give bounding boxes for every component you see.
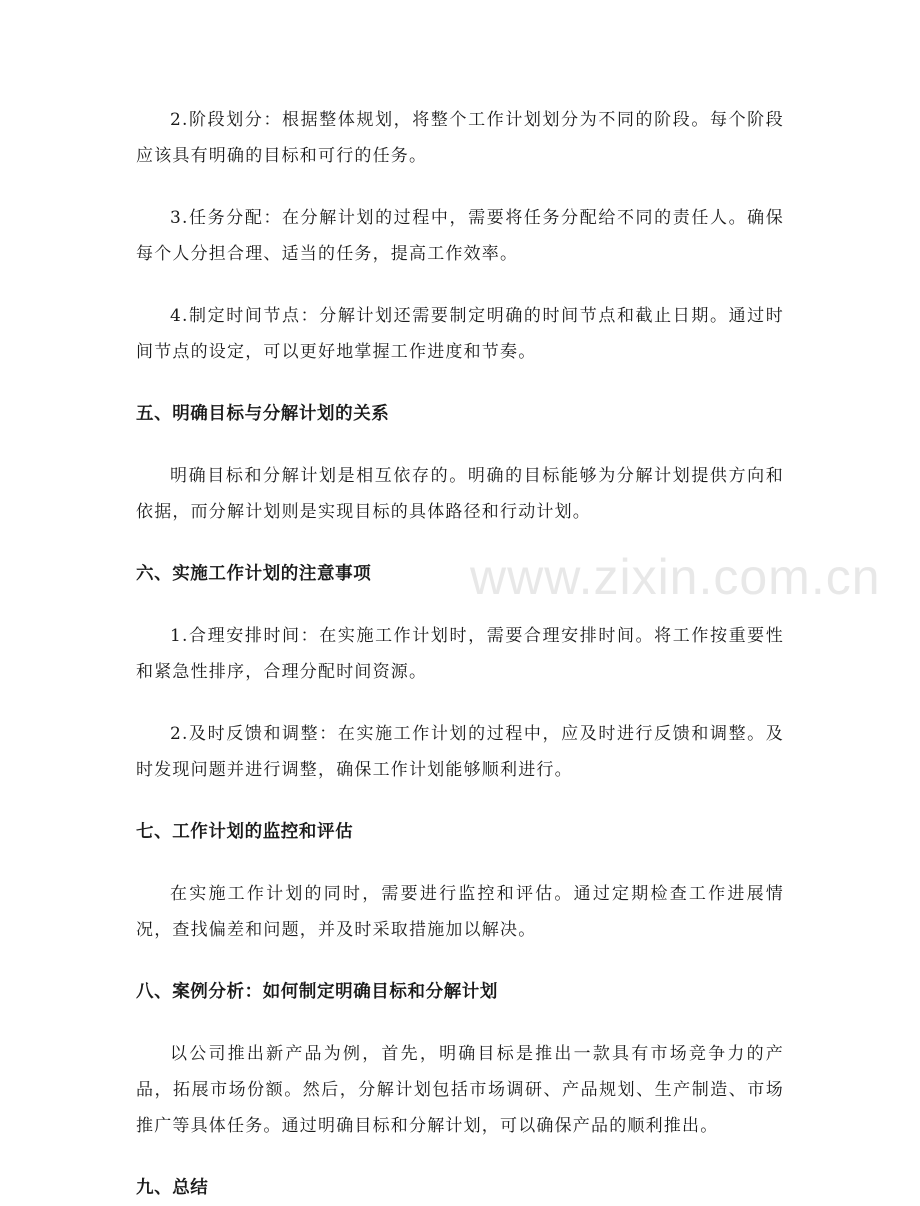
section-heading-5: 五、明确目标与分解计划的关系 bbox=[136, 404, 390, 424]
paragraph-task-assignment: 3.任务分配：在分解计划的过程中，需要将任务分配给不同的责任人。确保每个人分担合理、适当的任务，提高工作效率。 bbox=[136, 208, 784, 264]
watermark-text: www.zixin.com.cn bbox=[470, 549, 881, 605]
paragraph-feedback-adjust: 2.及时反馈和调整：在实施工作计划的过程中，应及时进行反馈和调整。及时发现问题并进行调整，确保工作计划能够顺利进行。 bbox=[136, 724, 784, 780]
paragraph-monitor-evaluate: 在实施工作计划的同时，需要进行监控和评估。通过定期检查工作进展情况，查找偏差和问题，并及时采取措施加以解决。 bbox=[136, 884, 784, 940]
section-heading-9: 九、总结 bbox=[136, 1178, 209, 1198]
paragraph-relationship: 明确目标和分解计划是相互依存的。明确的目标能够为分解计划提供方向和依据，而分解计划则是实现目标的具体路径和行动计划。 bbox=[136, 466, 784, 522]
paragraph-stage-division: 2.阶段划分：根据整体规划，将整个工作计划划分为不同的阶段。每个阶段应该具有明确的目标和可行的任务。 bbox=[136, 110, 784, 166]
paragraph-time-nodes: 4.制定时间节点：分解计划还需要制定明确的时间节点和截止日期。通过时间节点的设定，可以更好地掌握工作进度和节奏。 bbox=[136, 306, 784, 362]
paragraph-arrange-time: 1.合理安排时间：在实施工作计划时，需要合理安排时间。将工作按重要性和紧急性排序，合理分配时间资源。 bbox=[136, 626, 784, 682]
paragraph-case-study: 以公司推出新产品为例，首先，明确目标是推出一款具有市场竞争力的产品，拓展市场份额。然后，分解计划包括市场调研、产品规划、生产制造、市场推广等具体任务。通过明确目标和分解计划，可以确保产品的顺利推出。 bbox=[136, 1044, 784, 1136]
section-heading-7: 七、工作计划的监控和评估 bbox=[136, 822, 354, 842]
section-heading-8: 八、案例分析：如何制定明确目标和分解计划 bbox=[136, 982, 498, 1002]
section-heading-6: 六、实施工作计划的注意事项 bbox=[136, 564, 372, 584]
